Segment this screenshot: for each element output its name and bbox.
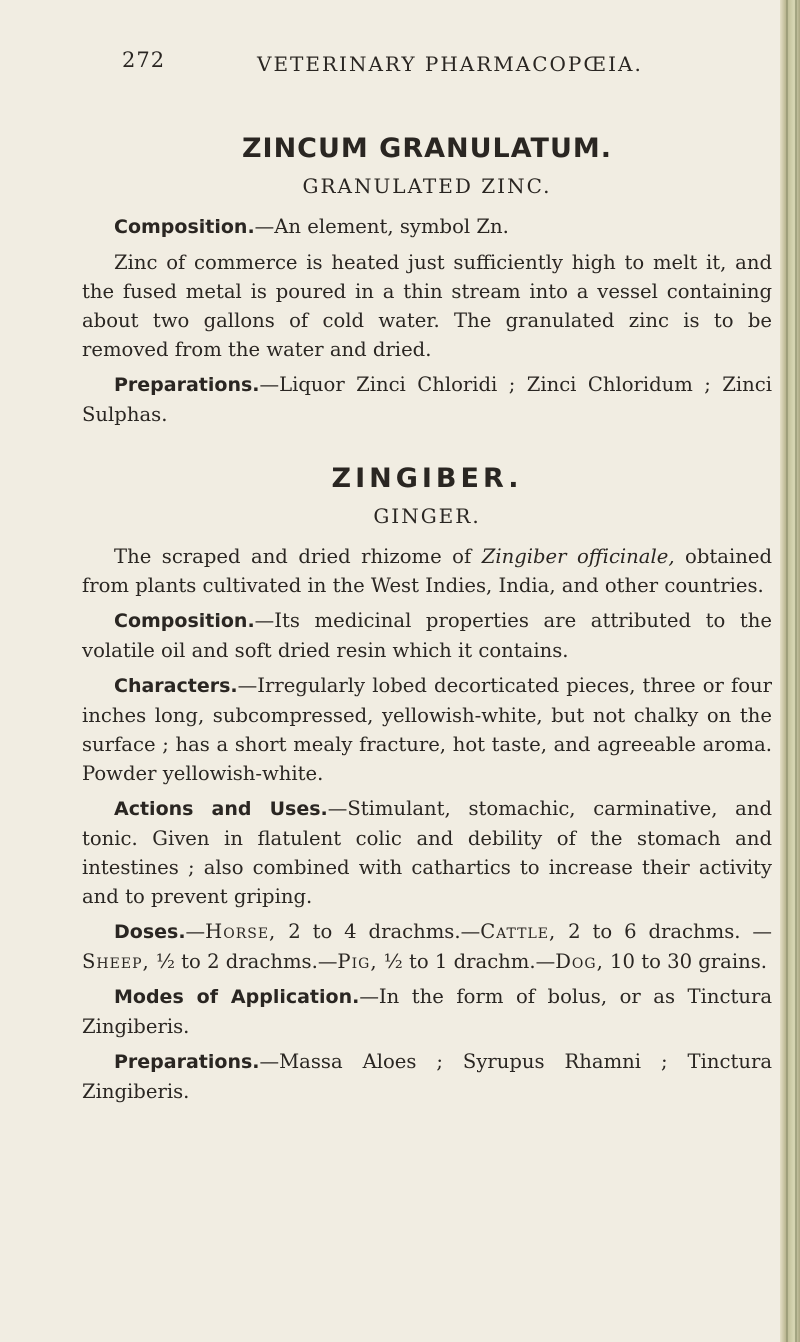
zingiber-title: ZINGIBER. bbox=[331, 463, 523, 494]
dose-sheep-label: Sheep, bbox=[82, 950, 150, 973]
zingiber-intro bbox=[82, 542, 772, 600]
dose-pig: ½ to 1 drachm.— bbox=[377, 950, 556, 973]
zingiber-intro-b: obtained from plants cultivated in the West Indies, India, and other countries. bbox=[82, 545, 772, 597]
zingiber-actions-text: —Stimulant, stomachic, carminative, and tonic. Given in flatulent colic and debility of the stomach and intestines ; also combined with cathartics to increase their activity and to prevent griping. bbox=[82, 797, 772, 908]
dose-horse: 2 to 4 drachms.— bbox=[276, 920, 481, 943]
zincum-preparations-text: —Liquor Zinci Chloridi ; Zinci Chloridum ; Zinci Sulphas. bbox=[82, 373, 772, 426]
zingiber-modes-head: Modes of Application. bbox=[114, 986, 360, 1008]
page-edge-line bbox=[786, 0, 788, 1342]
zingiber-actions-head: Actions and Uses. bbox=[114, 798, 328, 820]
zingiber-modes bbox=[82, 982, 772, 1041]
zincum-subtitle: GRANULATED ZINC. bbox=[302, 174, 552, 198]
zingiber-characters-head: Characters. bbox=[114, 675, 238, 697]
dose-dog: 10 to 30 grains. bbox=[603, 950, 768, 973]
dose-sheep: ½ to 2 drachms.— bbox=[149, 950, 338, 973]
page-edge-line bbox=[795, 0, 797, 1342]
zingiber-doses bbox=[82, 917, 772, 976]
zingiber-intro-a: The scraped and dried rhizome of bbox=[114, 545, 482, 568]
zingiber-modes-text: —In the form of bolus, or as Tinctura Zingiberis. bbox=[82, 985, 773, 1038]
dose-cattle-label: Cattle, bbox=[480, 920, 557, 943]
page-content bbox=[82, 36, 772, 1106]
zincum-preparations-head: Preparations. bbox=[114, 374, 260, 396]
zingiber-composition bbox=[82, 606, 772, 665]
zincum-composition-head: Composition. bbox=[114, 216, 255, 238]
dose-pig-label: Pig, bbox=[337, 950, 378, 973]
zincum-composition bbox=[82, 212, 772, 242]
zingiber-subtitle: GINGER. bbox=[373, 504, 481, 528]
zincum-title: ZINCUM GRANULATUM. bbox=[241, 133, 613, 164]
dose-dog-label: Dog, bbox=[555, 950, 604, 973]
dose-cattle: 2 to 6 drachms. — bbox=[556, 920, 773, 943]
zingiber-preparations-text: —Massa Aloes ; Syrupus Rhamni ; Tinctura Zingiberis. bbox=[82, 1050, 772, 1103]
zincum-process: Zinc of commerce is heated just sufficiently high to melt it, and the fused metal is poured in a thin stream into a vessel containing about two gallons of cold water. The granulated zinc is to be removed from the water and dried. bbox=[82, 251, 772, 361]
page-edge bbox=[780, 0, 800, 1342]
zingiber-doses-head: Doses. bbox=[114, 921, 186, 943]
zingiber-actions bbox=[82, 794, 772, 911]
doses-dash: — bbox=[185, 920, 206, 943]
zingiber-preparations bbox=[82, 1047, 772, 1106]
page-number: 272 bbox=[122, 48, 166, 72]
zingiber-composition-head: Composition. bbox=[114, 610, 255, 632]
zincum-composition-text: —An element, symbol Zn. bbox=[254, 215, 509, 238]
running-head bbox=[82, 36, 772, 80]
zingiber-composition-text: —Its medicinal properties are attributed to the volatile oil and soft dried resin which it contains. bbox=[82, 609, 772, 662]
dose-horse-label: Horse, bbox=[205, 920, 277, 943]
zingiber-preparations-head: Preparations. bbox=[114, 1051, 260, 1073]
zingiber-characters-text: —Irregularly lobed decorticated pieces, three or four inches long, subcompressed, yellowish-white, but not chalky on the surface ; has a short mealy fracture, hot taste, and agreeable aroma. Powder yellowish-white. bbox=[82, 674, 772, 785]
zingiber-intro-italic: Zingiber officinale, bbox=[481, 545, 675, 568]
zincum-preparations bbox=[82, 370, 772, 429]
running-title: VETERINARY PHARMACOPŒIA. bbox=[257, 52, 643, 76]
zingiber-characters bbox=[82, 671, 772, 788]
